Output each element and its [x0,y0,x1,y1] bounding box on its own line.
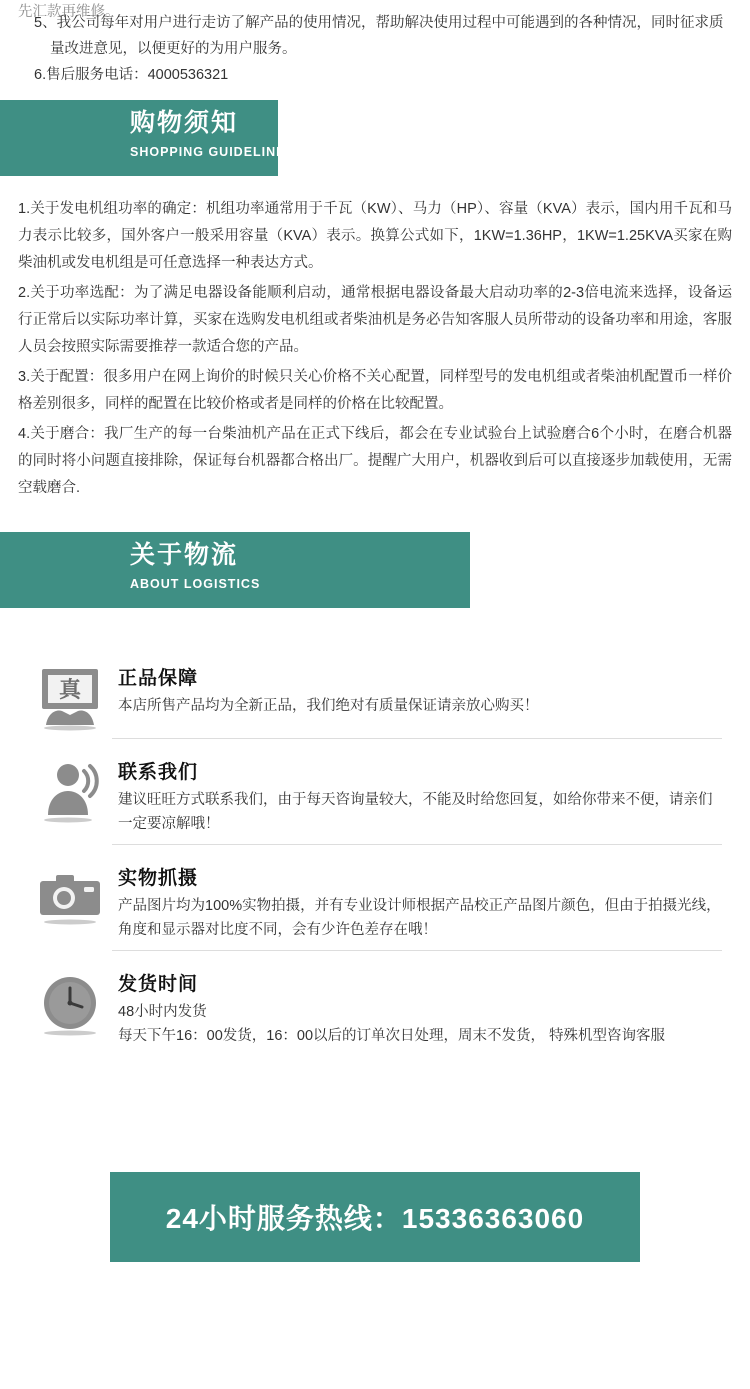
service-hotline-banner [110,1172,640,1262]
guideline-paragraph-1: 1.关于发电机组功率的确定：机组功率通常用于千瓦（KW）、马力（HP）、容量（KVA）表示，国内用千瓦和马力表示比较多，国外客户一般采用容量（KVA）表示。换算公式如下，1KW=1.36HP，1KW=1.25KVA买家在购柴油机或发电机组是可任意选择一种表达方式。 [18,201,732,271]
svg-text:真: 真 [58,677,82,702]
list-item [28,961,722,1066]
shopping-title-cn: 购物须知 [130,109,239,137]
logistics-feature-list [0,655,750,1066]
shopping-guidelines-body [0,196,750,505]
header-text-group [130,538,460,594]
logistics-header [0,532,750,608]
guideline-paragraph-3: 3.关于配置：很多用户在网上询价的时候只关心价格不关心配置，同样型号的发电机组或者柴油机配置币一样价格差别很多，同样的配置在比较价格或者是同样的价格在比较配置。 [18,369,732,412]
logistics-title-en: ABOUT LOGISTICS [130,577,261,591]
feature-description: 建议旺旺方式联系我们，由于每天咨询量较大，不能及时给您回复，如给你带来不便，请亲们一定要凉解哦！ [118,792,713,832]
list-item [28,655,722,749]
feature-title: 实物抓摄 [118,868,199,889]
guideline-paragraph-4: 4.关于磨合：我厂生产的每一台柴油机产品在正式下线后，都会在专业试验台上试验磨合6个小时，在磨合机器的同时将小问题直接排除，保证每台机器都合格出厂。提醒广大用户，机器收到后可以直接逐步加载使用，无需空载磨合. [18,426,732,496]
feature-description: 产品图片均为100%实物拍摄，并有专业设计师根据产品校正产品图片颜色，但由于拍摄光线，角度和显示器对比度不同，会有少许色差存在哦！ [118,898,721,938]
feature-subdescription: 每天下午16：00发货，16：00以后的订单次日处理，周末不发货， 特殊机型咨询客服 [118,1028,666,1044]
feature-text-block [112,663,722,739]
genuine-badge-icon [28,663,112,731]
feature-description: 48小时内发货 [118,1004,207,1020]
top-text-block [0,0,750,88]
feature-text-block [112,969,722,1056]
list-item [28,749,722,855]
feature-text-block [112,757,722,845]
header-text-group [130,106,460,162]
hotline-text: 24小时服务热线：15336363060 [165,1203,585,1234]
feature-title: 联系我们 [118,762,199,783]
feature-text-block [112,863,722,951]
top-paragraph-6: 6.售后服务电话：4000536321 [34,67,229,83]
clipped-line: 先汇款再维修。 [18,4,120,20]
feature-description: 本店所售产品均为全新正品，我们绝对有质量保证请亲放心购买！ [118,698,539,714]
clock-icon [28,969,112,1037]
feature-title: 发货时间 [118,974,199,995]
guideline-paragraph-2: 2.关于功率选配：为了满足电器设备能顺利启动，通常根据电器设备最大启动功率的2-3倍电流来选择，设备运行正常后以实际功率计算，买家在选购发电机组或者柴油机是务必告知客服人员所带动的设备功率和用途，客服人员会按照实际需要推荐一款适合您的产品。 [18,285,732,355]
shopping-title-en: SHOPPING GUIDELINES [130,145,295,159]
contact-person-icon [28,757,112,825]
list-item [28,855,722,961]
feature-title: 正品保障 [118,668,199,689]
top-paragraph-5: 5、我公司每年对用户进行走访了解产品的使用情况，帮助解决使用过程中可能遇到的各种情况，同时征求质量改进意见，以便更好的为用户服务。 [34,15,724,57]
shopping-guidelines-header [0,100,750,176]
logistics-title-cn: 关于物流 [130,541,239,569]
camera-icon [28,863,112,931]
